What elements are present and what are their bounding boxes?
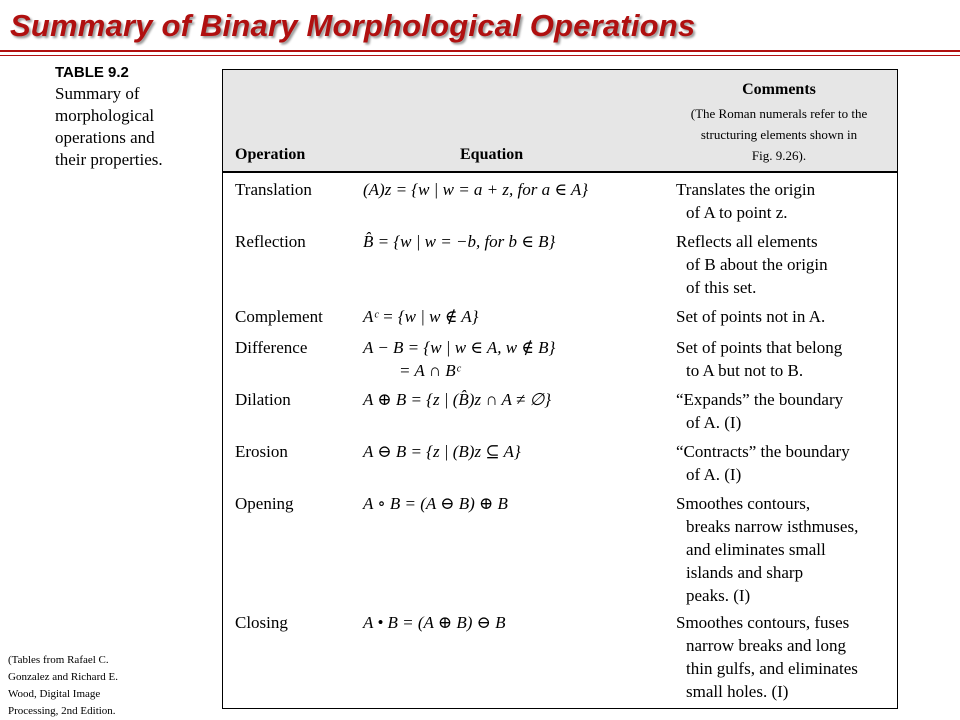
equation-line: (A)z = {w | w = a + z, for a ∈ A} xyxy=(363,180,589,199)
table-header xyxy=(223,70,897,173)
comment-line: Set of points not in A. xyxy=(676,307,826,326)
equation-cell xyxy=(363,611,506,634)
comment-line: “Contracts” the boundary xyxy=(676,442,850,461)
comment-cell xyxy=(676,492,898,607)
comment-line: islands and sharp xyxy=(686,563,804,582)
comment-line: of A. (I) xyxy=(686,465,742,484)
comment-cell xyxy=(676,305,898,328)
credit-line: Gonzalez and Richard E. xyxy=(8,671,118,683)
operation-cell: Reflection xyxy=(235,232,306,251)
morphology-table xyxy=(222,69,898,709)
comment-line: of this set. xyxy=(686,278,757,297)
credit-line: Wood, Digital Image xyxy=(8,688,101,700)
credit-line: Processing, 2nd Edition. xyxy=(8,705,116,717)
header-note-line: Fig. 9.26). xyxy=(751,148,807,163)
header-note-line: (The Roman numerals refer to the xyxy=(690,106,868,121)
equation-cell xyxy=(363,492,508,515)
equation-line: B̂ = {w | w = −b, for b ∈ B} xyxy=(363,232,556,251)
header-comments-title: Comments xyxy=(742,81,816,98)
operation-cell: Translation xyxy=(235,180,312,199)
table-caption-line: their properties. xyxy=(55,150,163,169)
comment-line: Set of points that belong xyxy=(676,338,843,357)
comment-line: Reflects all elements xyxy=(676,232,818,251)
equation-cell xyxy=(363,305,478,328)
comment-line: and eliminates small xyxy=(686,540,826,559)
equation-cell xyxy=(363,388,551,411)
comment-line: Translates the origin xyxy=(676,180,816,199)
comment-line: of A to point z. xyxy=(686,203,788,222)
header-equation: Equation xyxy=(460,146,524,163)
comment-line: “Expands” the boundary xyxy=(676,390,844,409)
equation-line: A ⊖ B = {z | (B)z ⊆ A} xyxy=(363,442,521,461)
equation-line: = A ∩ Bᶜ xyxy=(399,361,461,380)
table-caption-line: morphological xyxy=(55,106,155,125)
credit-line: (Tables from Rafael C. xyxy=(8,654,109,666)
equation-line: A • B = (A ⊕ B) ⊖ B xyxy=(363,613,506,632)
comment-line: Smoothes contours, fuses xyxy=(676,613,850,632)
comment-line: to A but not to B. xyxy=(686,361,804,380)
comment-cell xyxy=(676,388,898,434)
header-operation: Operation xyxy=(235,146,306,163)
equation-cell xyxy=(363,230,555,253)
comment-line: of B about the origin xyxy=(686,255,828,274)
comment-line: of A. (I) xyxy=(686,413,742,432)
equation-cell xyxy=(363,178,588,201)
equation-line: A − B = {w | w ∈ A, w ∉ B} xyxy=(363,338,556,357)
comment-line: small holes. (I) xyxy=(686,682,789,701)
operation-cell: Complement xyxy=(235,307,323,326)
operation-cell: Dilation xyxy=(235,390,291,409)
operation-cell: Erosion xyxy=(235,442,288,461)
comment-line: Smoothes contours, xyxy=(676,494,811,513)
table-caption-line: Summary of xyxy=(55,84,140,103)
title-underline xyxy=(0,50,960,52)
equation-line: Aᶜ = {w | w ∉ A} xyxy=(363,307,479,326)
comment-line: peaks. (I) xyxy=(686,586,751,605)
comment-cell xyxy=(676,178,898,224)
comment-cell xyxy=(676,440,898,486)
comment-cell xyxy=(676,611,898,703)
table-caption xyxy=(55,83,215,171)
header-note-line: structuring elements shown in xyxy=(700,127,858,142)
table-label xyxy=(55,64,215,171)
operation-cell: Closing xyxy=(235,613,288,632)
title-underline-thin xyxy=(0,55,960,56)
comment-cell xyxy=(676,336,898,382)
equation-line: A ⊕ B = {z | (B̂)z ∩ A ≠ ∅} xyxy=(363,390,552,409)
equation-line: A ∘ B = (A ⊖ B) ⊕ B xyxy=(363,494,508,513)
header-comments xyxy=(659,80,898,166)
comment-line: thin gulfs, and eliminates xyxy=(686,659,858,678)
header-comments-note xyxy=(659,103,898,166)
comment-line: narrow breaks and long xyxy=(686,636,847,655)
comment-line: breaks narrow isthmuses, xyxy=(686,517,859,536)
table-number: TABLE 9.2 xyxy=(55,64,129,81)
equation-cell xyxy=(363,336,555,382)
comment-cell xyxy=(676,230,898,299)
slide-title: Summary of Binary Morphological Operations xyxy=(10,8,696,43)
operation-cell: Difference xyxy=(235,338,308,357)
equation-cell xyxy=(363,440,521,463)
source-credit xyxy=(8,652,178,720)
operation-cell: Opening xyxy=(235,494,294,513)
table-caption-line: operations and xyxy=(55,128,155,147)
